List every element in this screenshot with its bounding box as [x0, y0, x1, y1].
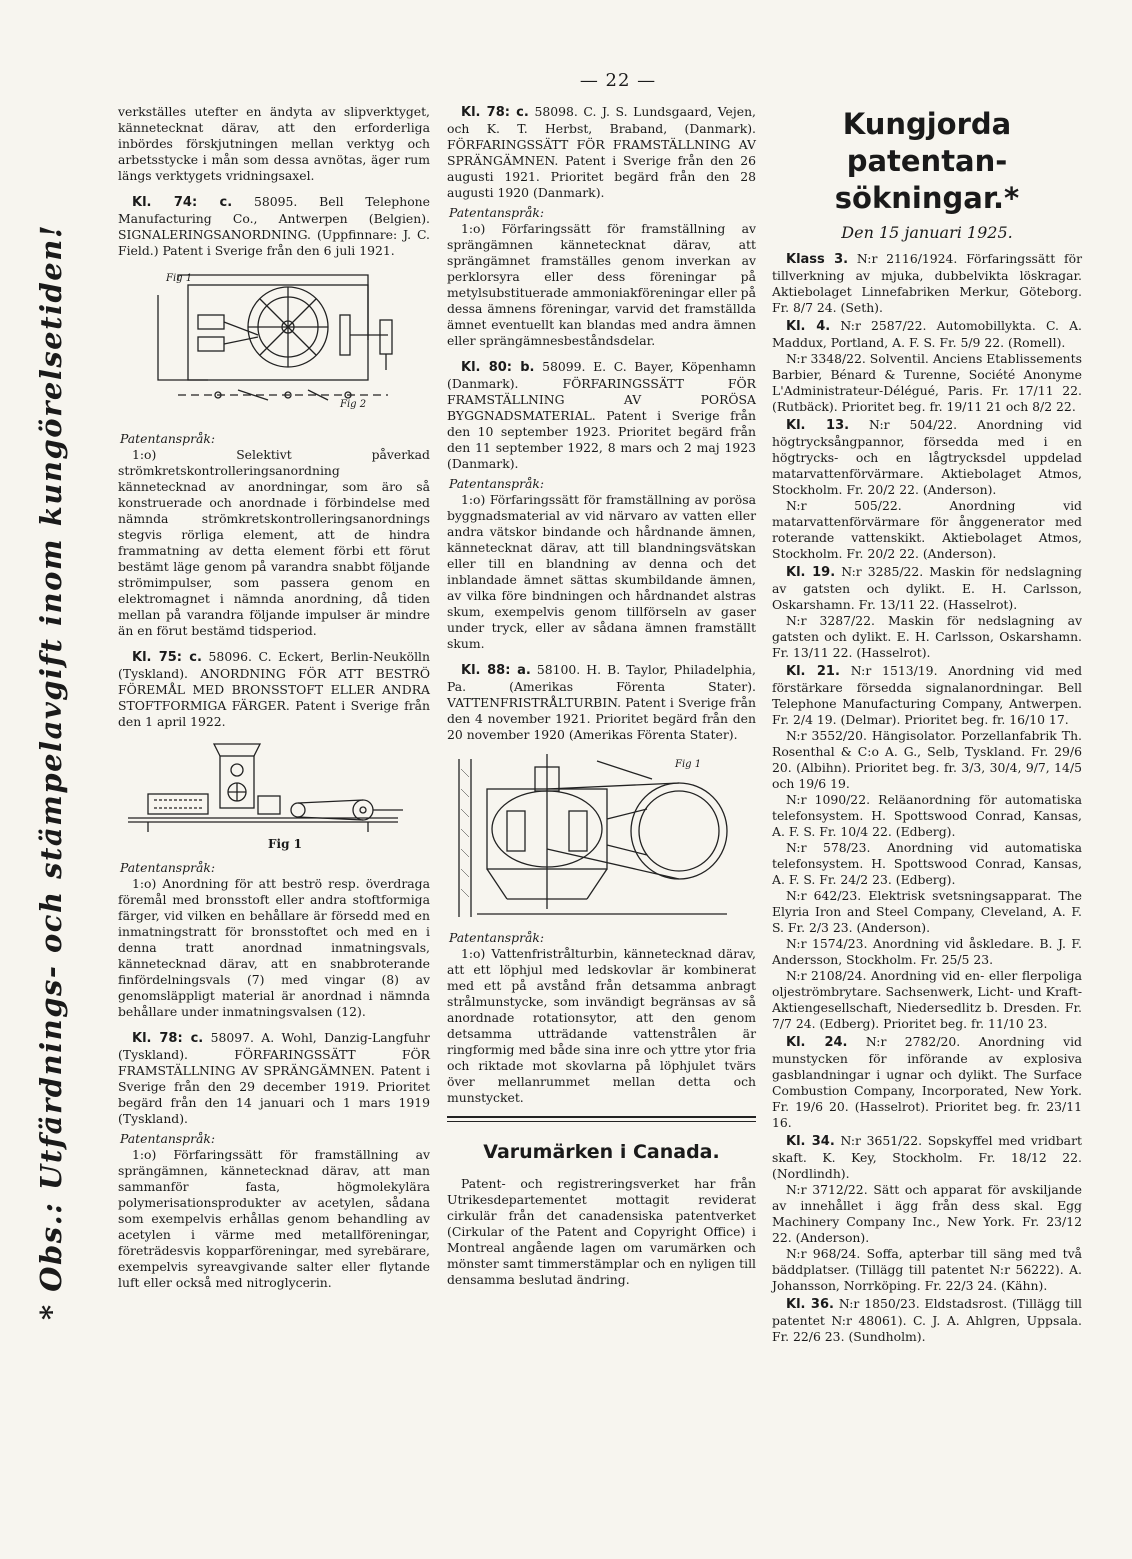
class-label: Kl. 78: c. [132, 1031, 204, 1046]
section-heading-line: Kungjorda patentan- [842, 107, 1012, 178]
application-text: N:r 968/24. Soffa, apterbar till säng med två bäddplatser. (Tillägg till patentet N:r 56222). A. Johansson, Norrköping. Fr. 22/3 24. (Kähn). [772, 1246, 1082, 1293]
class-label: Kl. 88: a. [461, 663, 531, 678]
claim-text: 1:o) Vattenfristrålturbin, kännetecknad därav, att ett löphjul med ledskovlar är kombinerat med ett på avstånd från detsamma anbragt strålmunstycke, som invändigt begränsas av så anordnade rotationsytor, att den genom detsamma utträdande vattenstrålen är ringformig med både sina inre och yttre ytor fria och riktade mot skovlarna på löphjulet tvärs över mellanrummet mellan detta och munstycket. [447, 946, 756, 1105]
turbine-drawing [447, 749, 752, 924]
application-text: N:r 1513/19. Anordning vid med förstärkare försedda signalanordningar. Bell Telephone Manufacturing Company, Antwerpen. Fr. 2/4 19. (Delmar). Prioritet beg. fr. 16/10 17. [772, 663, 1082, 727]
class-label: Kl. 34. [786, 1134, 835, 1149]
patent-entry [447, 359, 756, 472]
publication-date: Den 15 januari 1925. [841, 223, 1013, 242]
patent-text: 58100. H. B. Taylor, Philadelphia, Pa. (Amerikas Förenta Stater). VATTENFRISTRÅLTURBIN. Patent i Sverige från den 4 november 1921. Prioritet begärd från den 20 november 1920 (Amerikas Förenta Stater). [447, 662, 756, 742]
claim-heading: Patentanspråk: [449, 930, 545, 945]
patent-entry [447, 662, 756, 743]
intro-paragraph: verkställes utefter en ändyta av slipverktyget, kännetecknat därav, att den erforderliga inbördes förskjutningen mellan verktyg och arbetsstycke i mån som dessa avnötas, äger rum längs verktygets vridningsaxel. [118, 104, 430, 183]
claim-text: 1:o) Selektivt påverkad strömkretskontrolleringsanordning kännetecknad av anordningar, som äro så konstruerade och anordnade i förbindelse med nämnda strömkretskontrolleringsanordnings stegvis rörliga element, att de hindra frammatning av detta element förbi ett förut bestämt läge genom på varandra snabbt följande strömimpulser, som passera genom en elektromagnet i nämnda anordning, då tiden mellan på varandra följande impulser är mindre än en förut bestämd tidsperiod. [118, 447, 430, 638]
patent-figure-bronze [118, 736, 430, 854]
signal-apparatus-drawing [118, 265, 418, 425]
patent-entry [118, 194, 430, 259]
patent-entry [447, 104, 756, 201]
canada-heading: Varumärken i Canada. [483, 1141, 720, 1163]
section-divider [447, 1121, 756, 1122]
class-label: Kl. 24. [786, 1035, 848, 1050]
figure-label: Fig 2 [340, 399, 367, 410]
class-label: Kl. 74: c. [132, 195, 233, 210]
class-label: Kl. 78: c. [461, 105, 529, 120]
claim-heading: Patentanspråk: [120, 431, 216, 446]
application-list [772, 251, 1082, 1345]
class-label: Klass 3. [786, 252, 849, 267]
claim-text: 1:o) Anordning för att beströ resp. överdraga föremål med bronsstoft eller andra stoftformiga färger, vid vilken en behållare är försedd med en inmatningstratt för bronsstoftet och med en i denna tratt anordnad inmatningsvals, kännetecknad därav, att en snabbroterande finfördelningsvals (7) med vingar (8) av genomsläppligt material är anordnad i nämnda behållare under inmatningsvalsen (12). [118, 876, 430, 1019]
class-label: Kl. 75: c. [132, 650, 202, 665]
column-1 [118, 104, 430, 1291]
class-label: Kl. 36. [786, 1297, 834, 1312]
class-label: Kl. 21. [786, 664, 840, 679]
class-label: Kl. 80: b. [461, 360, 535, 375]
application-text: N:r 1090/22. Reläanordning för automatiska telefonsystem. H. Spottswood Conrad, Kansas, A. F. S. Fr. 10/4 22. (Edberg). [772, 792, 1082, 839]
application-text: N:r 505/22. Anordning vid matarvattenförvärmare för ånggenerator med roterande vattenskikt. Aktiebolaget Atmos, Stockholm. Fr. 20/2 22. (Anderson). [772, 498, 1082, 561]
claim-text: 1:o) Förfaringssätt för framställning av porösa byggnadsmaterial av vid närvaro av vatten eller andra vätskor bindande och hårdnande ämnen, kännetecknat därav, att till blandningsvätskan eller till en blandning av denna och det inblandade ämnet sättas skumbildande ämnen, av vilka före bindningen och hårdnandet alstras skum, exempelvis genom tillförseln av gaser under tryck, eller av sådana ämnen framställt skum. [447, 492, 756, 651]
patent-text: 58098. C. J. S. Lundsgaard, Vejen, och K. T. Herbst, Braband, (Danmark). FÖRFARINGSSÄTT FÖR FRAMSTÄLLNING AV SPRÄNGÄMNEN. Patent i Sverige från den 26 augusti 1921. Prioritet begärd från den 28 augusti 1920 (Danmark). [447, 104, 756, 200]
patent-text: 58097. A. Wohl, Danzig-Langfuhr (Tyskland). FÖRFARINGSSÄTT FÖR FRAMSTÄLLNING AV SPRÄNGÄMNEN. Patent i Sverige från den 29 december 1919. Prioritet begärd från den 14 januari och 1 mars 1919 (Tyskland). [118, 1030, 430, 1126]
figure-label: Fig 1 [675, 759, 702, 770]
application-text: N:r 3712/22. Sätt och apparat för avskiljande av innehållet i ägg från dess skal. Egg Machinery Company Inc., New York. Fr. 23/12 22. (Anderson). [772, 1182, 1082, 1245]
class-label: Kl. 13. [786, 418, 850, 433]
claim-heading: Patentanspråk: [449, 476, 545, 491]
application-text: N:r 2587/22. Automobillykta. C. A. Maddux, Portland, A. F. S. Fr. 5/9 22. (Romell). [772, 318, 1082, 350]
application-text: N:r 3552/20. Hängisolator. Porzellanfabrik Th. Rosenthal & C:o A. G., Selb, Tyskland. Fr. 29/6 20. (Albihn). Prioritet beg. fr. 3/3, 30/4, 9/7, 14/5 och 19/6 19. [772, 728, 1082, 791]
application-text: N:r 2108/24. Anordning vid en- eller flerpoliga oljeströmbrytare. Sachsenwerk, Licht- und Kraft-Aktiengesellschaft, Niedersedlitz b. Dresden. Fr. 7/7 24. (Edberg). Prioritet beg. fr. 11/10 23. [772, 968, 1082, 1031]
claim-heading: Patentanspråk: [449, 205, 545, 220]
section-heading [772, 106, 1082, 217]
application-text: N:r 3287/22. Maskin för nedslagning av gatsten och dylikt. E. H. Carlsson, Oskarshamn. Fr. 13/11 22. (Hasselrot). [772, 613, 1082, 660]
class-label: Kl. 19. [786, 565, 836, 580]
application-text: N:r 2116/1924. Förfaringssätt för tillverkning av mjuka, dubbelvikta löskragar. Aktiebolaget Linnefabriken Merkur, Göteborg. Fr. 8/7 24. (Seth). [772, 251, 1082, 315]
class-label: Kl. 4. [786, 319, 831, 334]
application-text: N:r 1850/23. Eldstadsrost. (Tillägg till patentet N:r 48061). C. J. A. Ahlgren, Uppsala. Fr. 22/6 23. (Sundholm). [772, 1296, 1082, 1344]
patent-figure-turbine [447, 749, 756, 924]
application-text: N:r 578/23. Anordning vid automatiska telefonsystem. H. Spottswood Conrad, Kansas, A. F. S. Fr. 24/2 23. (Edberg). [772, 840, 1082, 887]
application-text: N:r 2782/20. Anordning vid munstycken för införande av explosiva gasblandningar i ugnar och dylikt. The Surface Combustion Company, Incorporated, New York. Fr. 19/6 20. (Hasselrot). Prioritet beg. fr. 23/11 16. [772, 1034, 1082, 1130]
canada-text: Patent- och registreringsverket har från Utrikesdepartementet mottagit reviderat cirkulär från det canadensiska patentverket (Cirkular of the Patent and Copyright Office) i Montreal angående lagen om varumärken och mönster samt timmerstämplar och en nyligen till densamma beslutad ändring. [447, 1176, 756, 1287]
patent-figure-signal [118, 265, 430, 425]
patent-entry [118, 649, 430, 730]
claim-heading: Patentanspråk: [120, 860, 216, 875]
section-heading-line: sökningar.* [834, 181, 1020, 215]
application-text: N:r 3285/22. Maskin för nedslagning av gatsten och dylikt. E. H. Carlsson, Oskarshamn. Fr. 13/11 22. (Hasselrot). [772, 564, 1082, 612]
patent-text: 58096. C. Eckert, Berlin-Neukölln (Tyskland). ANORDNING FÖR ATT BESTRÖ FÖREMÅL MED BRONSSTOFT ELLER ANDRA STOFTFORMIGA FÄRGER. Patent i Sverige från den 1 april 1922. [118, 649, 430, 729]
column-3 [772, 104, 1082, 1345]
claim-heading: Patentanspråk: [120, 1131, 216, 1146]
page-number: — 22 — [579, 70, 657, 91]
application-text: N:r 3651/22. Sopskyffel med vridbart skaft. K. Key, Stockholm. Fr. 18/12 22. (Nordlindh). [772, 1133, 1082, 1181]
patent-entry [118, 1030, 430, 1127]
application-text: N:r 642/23. Elektrisk svetsningsapparat. The Elyria Iron and Steel Company, Cleveland, A. F. S. Fr. 2/3 23. (Anderson). [772, 888, 1082, 935]
column-2 [447, 104, 756, 1288]
application-text: N:r 1574/23. Anordning vid åskledare. B. J. F. Andersson, Stockholm. Fr. 25/5 23. [772, 936, 1082, 967]
patent-text: 58095. Bell Telephone Manufacturing Co., Antwerpen (Belgien). SIGNALERINGSANORDNING. (Uppfinnare: J. C. Field.) Patent i Sverige från den 6 juli 1921. [118, 194, 430, 258]
application-text: N:r 3348/22. Solventil. Anciens Etablissements Barbier, Bénard & Turenne, Société Anonyme L'Administrateur-Délégué, Paris. Fr. 17/11 22. (Rutbäck). Prioritet beg. fr. 19/11 21 och 8/2 22. [772, 351, 1082, 414]
claim-text: 1:o) Förfaringssätt för framställning av sprängämnen kännetecknat därav, att sprängämnet framställes genom inverkan av perklorsyra eller dess föreningar på metylsubstituerade ammoniakföreningar eller på dessa ämnens föreningar, varvid det framställda ämnet eventuellt kan blandas med andra ämnen eller sprängämnesbeståndsdelar. [447, 221, 756, 348]
claim-text: 1:o) Förfaringssätt för framställning av sprängämnen, kännetecknad därav, att man sammanför fasta, högmolekylära polymerisationsprodukter av acetylen, sådana som exempelvis erhållas genom behandling av acetylen i värme med metallföreningar, företrädesvis kopparföreningar, med syrebärare, exempelvis syreavgivande salter eller flytande luft eller också med nitroglycerin. [118, 1147, 430, 1290]
side-notice: * Obs.: Utfärdnings- och stämpelavgift inom kungörelsetiden! [34, 223, 68, 1320]
figure-label: Fig 1 [268, 837, 302, 851]
figure-label: Fig 1 [166, 273, 193, 284]
application-text: N:r 504/22. Anordning vid högtrycksångpannor, försedda med i en högtrycks- och en lågtrycksdel uppdelad matarvattenförvärmare. Aktiebolaget Atmos, Stockholm. Fr. 20/2 22. (Anderson). [772, 417, 1082, 497]
patent-text: 58099. E. C. Bayer, Köpenhamn (Danmark). FÖRFARINGSSÄTT FÖR FRAMSTÄLLNING AV PORÖSA BYGGNADSMATERIAL. Patent i Sverige från den 10 september 1923. Prioritet begärd från den 11 september 1922, 8 mars och 2 maj 1923 (Danmark). [447, 359, 756, 471]
section-divider [447, 1116, 756, 1118]
